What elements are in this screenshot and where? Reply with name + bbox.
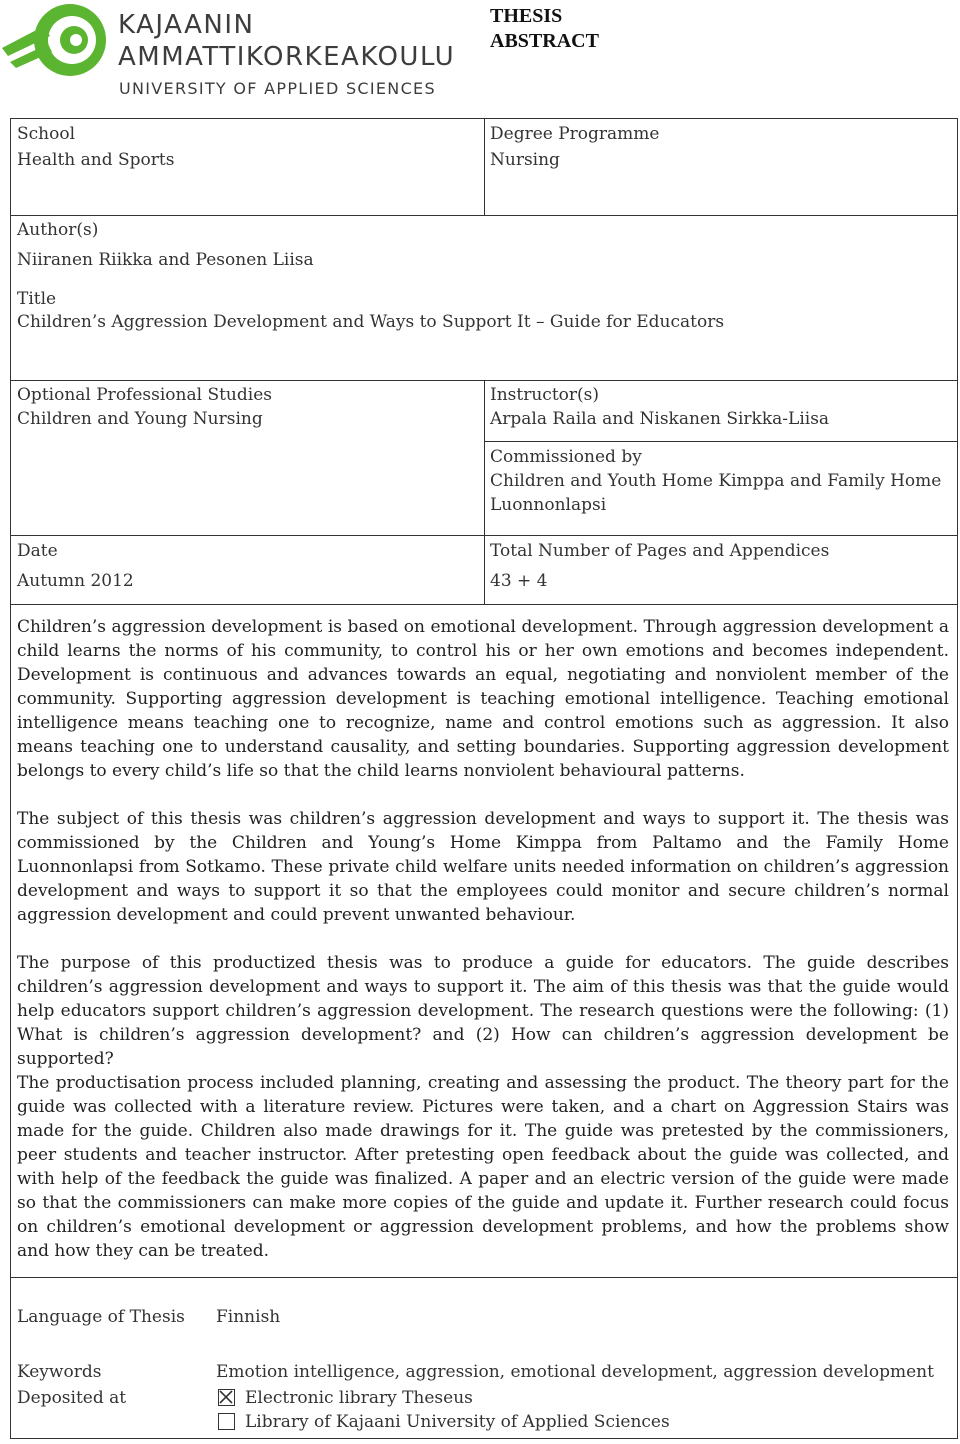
abstract-paragraph-2: The subject of this thesis was children’s aggression development and ways to support it. The thesis was commissioned by the Children and Young’s Home Kimppa from Paltamo and the Family Home Luonnonlapsi from Sotkamo. These private child welfare units needed information on children’s aggression development and ways to support it so that the employees could monitor and secure children’s normal aggression development and could prevent unwanted behaviour.: [17, 809, 949, 925]
date-value: Autumn 2012: [17, 571, 134, 591]
school-label: School: [17, 124, 76, 144]
logo-mark-icon: [0, 2, 108, 82]
optional-value: Children and Young Nursing: [17, 409, 263, 429]
optional-label: Optional Professional Studies: [17, 385, 272, 405]
abstract-paragraph-4: The productisation process included planning, creating and assessing the product. The theory part for the guide was collected with a literature review. Pictures were taken, and a chart on Aggression Stairs was made for the guide. Children also made drawings for it. The guide was pretested by the commissioners, peer students and teacher instructor. After pretesting open feedback about the guide was collected, and with help of the feedback the guide was finalized. A paper and an electric version of the guide were made so that the commissioners can make more copies of the guide and update it. Further research could focus on children’s emotional development or aggression development problems, and how the problems show and how they can be treated.: [17, 1073, 949, 1261]
university-logo: [0, 0, 456, 105]
author-label: Author(s): [17, 220, 99, 240]
instructor-value: Arpala Raila and Niskanen Sirkka-Liisa: [490, 409, 830, 429]
logo-line-2: AMMATTIKORKEAKOULU: [118, 42, 456, 72]
school-value: Health and Sports: [17, 150, 175, 170]
instructor-label: Instructor(s): [490, 385, 599, 405]
degree-label: Degree Programme: [490, 124, 660, 144]
title-label: Title: [17, 289, 57, 309]
author-value: Niiranen Riikka and Pesonen Liisa: [17, 250, 314, 270]
keywords-value: Emotion intelligence, aggression, emotional development, aggression development: [216, 1362, 934, 1382]
deposit-checkbox-theseus[interactable]: [218, 1389, 235, 1406]
deposit-option-theseus: Electronic library Theseus: [245, 1388, 473, 1408]
header-thesis: THESIS: [490, 5, 563, 27]
deposited-label: Deposited at: [17, 1388, 127, 1408]
abstract-paragraph-3: The purpose of this productized thesis was to produce a guide for educators. The guide describes children’s aggression development and ways to support it. The aim of this thesis was that the guide would help educators support children’s aggression development. The research questions were the following: (1) What is children’s aggression development? and (2) How can children’s aggression development be supported?: [17, 953, 949, 1069]
pages-label: Total Number of Pages and Appendices: [490, 541, 830, 561]
pages-value: 43 + 4: [490, 571, 548, 591]
language-value: Finnish: [216, 1307, 281, 1327]
abstract-paragraph-1: Children’s aggression development is based on emotional development. Through aggression development a child learns the norms of his community, to control his or her own emotions and becomes independent. Development is continuous and advances towards an equal, negotiating and nonviolent member of the community. Supporting aggression development is teaching emotional intelligence. Teaching emotional intelligence means teaching one to recognize, name and control emotions such as aggression. It also means teaching one to understand causality, and setting boundaries. Supporting aggression development belongs to every child’s life so that the child learns nonviolent behavioural patterns.: [17, 617, 949, 781]
author-title-box: [10, 215, 958, 381]
header-abstract: ABSTRACT: [490, 30, 599, 52]
logo-line-1: KAJAANIN: [118, 10, 255, 40]
title-value: Children’s Aggression Development and Ways to Support It – Guide for Educators: [17, 312, 725, 332]
commissioned-value: Children and Youth Home Kimppa and Family Home Luonnonlapsi: [490, 471, 942, 515]
keywords-label: Keywords: [17, 1362, 102, 1382]
deposit-option-library: Library of Kajaani University of Applied Sciences: [245, 1412, 670, 1432]
deposit-checkbox-library[interactable]: [218, 1413, 235, 1430]
commissioned-label: Commissioned by: [490, 447, 642, 467]
degree-value: Nursing: [490, 150, 560, 170]
language-label: Language of Thesis: [17, 1307, 185, 1327]
checkbox-cross-icon: [219, 1390, 233, 1404]
date-label: Date: [17, 541, 58, 561]
logo-line-3: UNIVERSITY OF APPLIED SCIENCES: [119, 79, 436, 98]
